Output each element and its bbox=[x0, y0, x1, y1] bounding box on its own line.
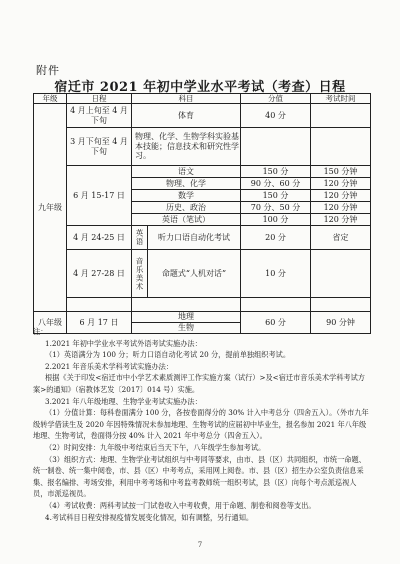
written-time: 150 分钟 bbox=[311, 166, 371, 178]
schedule-table bbox=[33, 93, 371, 334]
note-line: 2.2021 年音乐美术学科考试实施办法： bbox=[45, 361, 174, 371]
pe-date: 4 月上旬至 4 月下旬 bbox=[67, 104, 132, 128]
written-score: 150 分 bbox=[241, 166, 311, 178]
oral-date: 4 月 24-25 日 bbox=[67, 226, 132, 250]
page-title: 宿迁市 2021 年初中学业水平考试（考查）日程 bbox=[54, 80, 346, 95]
lab-subject: 物理、化学、生物学科实验基本技能；信息技术和研究性学习。 bbox=[132, 128, 241, 166]
note-line: 1.2021 年初中学业水平考试外语考试实施办法： bbox=[45, 338, 202, 348]
written-score: 90 分、60 分 bbox=[241, 178, 311, 190]
note-line: （1）英语满分为 100 分；听力口语自动化考试 20 分，提前单独组织考试。 bbox=[45, 350, 291, 360]
art-date: 4 月 27-28 日 bbox=[67, 250, 132, 298]
header-score: 分值 bbox=[241, 94, 311, 104]
art-subject: 命题式“人机对话” bbox=[148, 250, 241, 298]
table-row bbox=[34, 166, 371, 178]
page-number: 7 bbox=[197, 541, 203, 549]
note-line: （4）考试收费：两科考试按一门试卷收入中考收费，用于命题、制卷和阅卷等支出。 bbox=[45, 500, 316, 510]
written-subject: 历史、政治 bbox=[132, 202, 241, 214]
note-line: （1）分值计算：每科卷面满分 100 分，各按卷面得分的 30% 计入中考总分（四舍五入）。（外市九年级转学借读生及 2020 年因特殊情况未参加地理、生物考试的应届初中毕业生，报名参加 2021 年八年级地理、生物考试，卷面得分按 40% 计入 2021 年中考总分（四舍五入）。 bbox=[33, 408, 369, 441]
note-line: （3）组织方式：地理、生物学业考试组织与中考同等要求，由市、县（区）共同组织，市统一命题、统一制卷、统一集中阅卷，市、县（区）中考考点，采用网上阅卷。市、县（区）招生办公室负责信息采集、报名编排、考场安排，利用中考考场和中考监考教师统一组织考试，县（区）向每个考点派巡视人员，市派巡视员。 bbox=[33, 454, 366, 499]
written-time: 120 分钟 bbox=[311, 202, 371, 214]
pe-subject: 体育 bbox=[132, 104, 241, 128]
header-subject: 科目 bbox=[132, 94, 241, 104]
lab-date: 3 月下旬至 4 月下旬 bbox=[67, 128, 132, 166]
g8-date: 6 月 17 日 bbox=[67, 312, 132, 334]
header-date: 日程 bbox=[67, 94, 132, 104]
written-subject: 数学 bbox=[132, 190, 241, 202]
written-date: 6 月 15-17 日 bbox=[67, 166, 132, 226]
notes-section bbox=[33, 326, 369, 523]
header-time: 考试时间 bbox=[311, 94, 371, 104]
table-header-row bbox=[34, 94, 371, 104]
note-line: 3.2021 年八年级地理、生物学业考试实施办法： bbox=[45, 396, 202, 406]
note-line: 注： bbox=[33, 327, 48, 336]
oral-time: 省定 bbox=[311, 226, 371, 250]
g8-subject: 生物 bbox=[132, 323, 241, 334]
pe-score: 40 分 bbox=[241, 104, 311, 128]
table-row bbox=[34, 312, 371, 323]
written-score: 70 分、50 分 bbox=[241, 202, 311, 214]
table-row bbox=[34, 226, 371, 250]
note-line: 4.考试科目日程安排视疫情发展变化情况，如有调整，另行通知。 bbox=[45, 512, 254, 522]
written-score: 100 分 bbox=[241, 214, 311, 226]
written-score: 150 分 bbox=[241, 190, 311, 202]
grade9-cell: 九年级 bbox=[34, 104, 67, 312]
table-row bbox=[34, 104, 371, 128]
written-time: 120 分钟 bbox=[311, 190, 371, 202]
note-line: 根据《关于印发<宿迁市中小学艺术素质测评工作实施方案（试行）>及<宿迁市音乐美术学科考试方案>的通知》（宿教体艺发〔2017〕014 号）实施。 bbox=[33, 373, 365, 394]
written-time: 120 分钟 bbox=[311, 214, 371, 226]
oral-group: 英语 bbox=[132, 226, 148, 250]
note-line: （2）时间安排：九年级中考结束后当天下午，八年级学生参加考试。 bbox=[45, 442, 266, 452]
table-row bbox=[34, 128, 371, 166]
g8-subject: 地理 bbox=[132, 312, 241, 323]
written-subject: 语文 bbox=[132, 166, 241, 178]
art-group: 音乐美术 bbox=[132, 250, 148, 298]
oral-score: 20 分 bbox=[241, 226, 311, 250]
header-grade: 年级 bbox=[34, 94, 67, 104]
g8-score: 60 分 bbox=[241, 312, 311, 334]
written-subject: 物理、化学 bbox=[132, 178, 241, 190]
g8-time: 90 分钟 bbox=[311, 312, 371, 334]
art-score: 10 分 bbox=[241, 250, 311, 298]
table-row bbox=[34, 298, 371, 312]
attachment-label: 附件 bbox=[36, 64, 60, 77]
oral-subject: 听力口语自动化考试 bbox=[148, 226, 241, 250]
table-row bbox=[34, 250, 371, 298]
written-time: 120 分钟 bbox=[311, 178, 371, 190]
written-subject: 英语（笔试） bbox=[132, 214, 241, 226]
grade8-cell: 八年级 bbox=[34, 312, 67, 334]
